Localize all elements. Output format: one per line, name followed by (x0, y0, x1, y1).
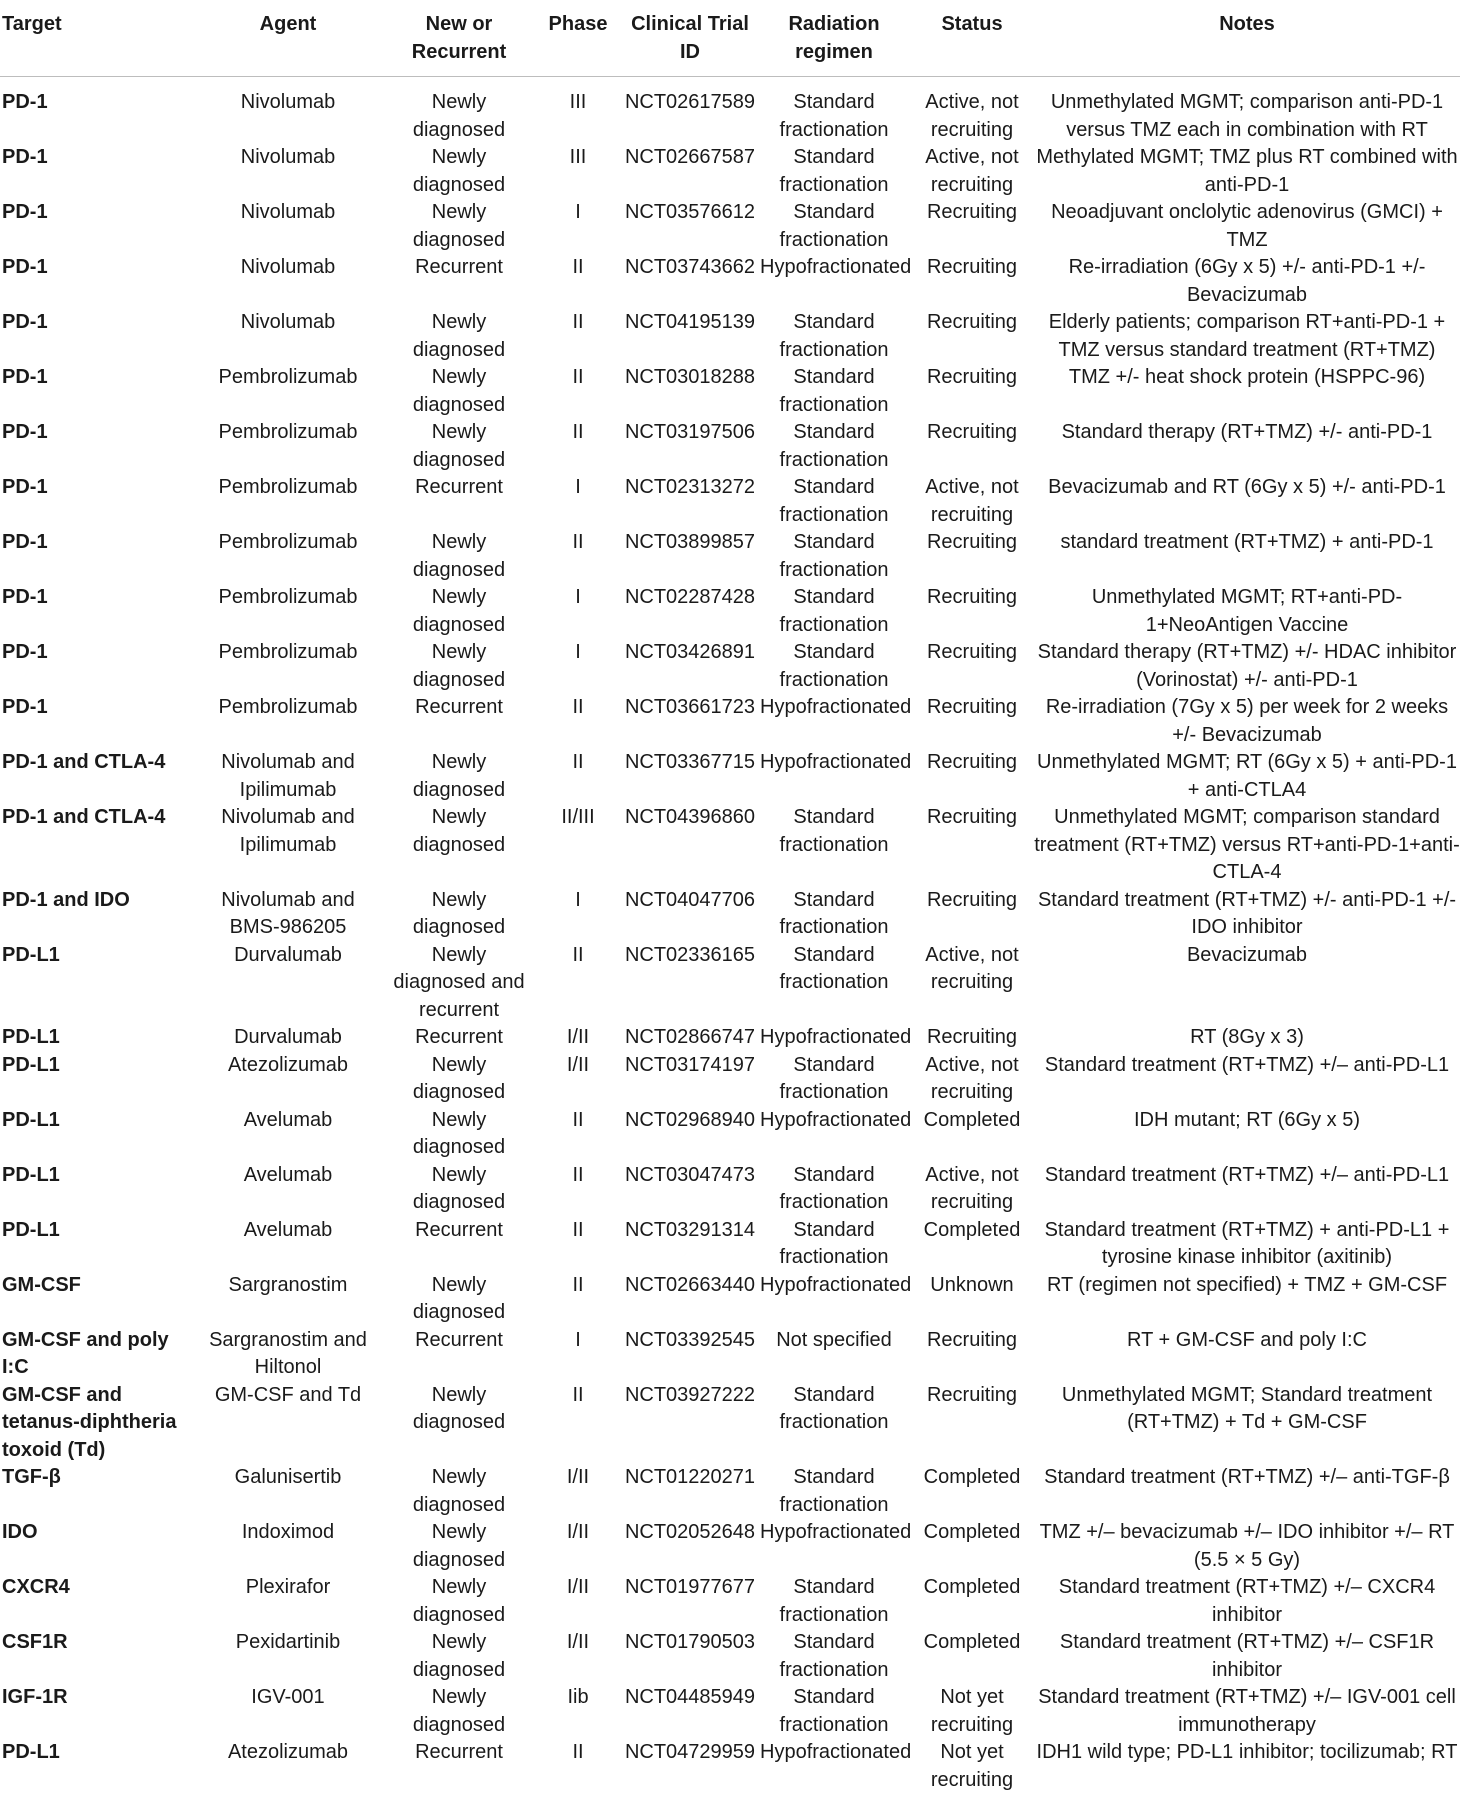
cell-phase: I/II (534, 1629, 622, 1684)
cell-notes: Standard therapy (RT+TMZ) +/- anti-PD-1 (1034, 419, 1460, 474)
cell-target: PD-1 (0, 419, 192, 474)
cell-target: CXCR4 (0, 1574, 192, 1629)
table-row (0, 1327, 1460, 1382)
cell-radiation: Not specified (758, 1327, 910, 1382)
header-target: Target (0, 0, 192, 77)
cell-target: PD-1 (0, 199, 192, 254)
cell-trial-id: NCT04485949 (622, 1684, 758, 1739)
cell-trial-id: NCT02617589 (622, 89, 758, 144)
table-row (0, 1107, 1460, 1162)
table-row (0, 419, 1460, 474)
cell-status: Recruiting (910, 419, 1034, 474)
table-row (0, 1382, 1460, 1465)
cell-trial-id: NCT02336165 (622, 942, 758, 1025)
cell-status: Recruiting (910, 1382, 1034, 1465)
cell-trial-id: NCT03927222 (622, 1382, 758, 1465)
cell-agent: Pembrolizumab (192, 364, 384, 419)
table-row (0, 1464, 1460, 1519)
cell-trial-id: NCT01220271 (622, 1464, 758, 1519)
cell-target: GM-CSF and tetanus-diphtheria toxoid (Td) (0, 1382, 192, 1465)
cell-notes: Standard treatment (RT+TMZ) +/– anti-PD-L1 (1034, 1052, 1460, 1107)
cell-agent: Sargranostim (192, 1272, 384, 1327)
cell-phase: II (534, 1217, 622, 1272)
cell-radiation: Standard fractionation (758, 804, 910, 887)
header-radiation: Radiation regimen (758, 0, 910, 77)
cell-status: Completed (910, 1107, 1034, 1162)
cell-radiation: Hypofractionated (758, 1272, 910, 1327)
cell-radiation: Standard fractionation (758, 1162, 910, 1217)
cell-target: PD-L1 (0, 942, 192, 1025)
table-row (0, 1739, 1460, 1794)
table-row (0, 144, 1460, 199)
header-spacer (0, 77, 1460, 90)
cell-phase: I (534, 474, 622, 529)
cell-phase: II/III (534, 804, 622, 887)
cell-agent: Nivolumab (192, 89, 384, 144)
cell-radiation: Standard fractionation (758, 364, 910, 419)
cell-new-or-recurrent: Newly diagnosed (384, 1382, 534, 1465)
cell-trial-id: NCT02287428 (622, 584, 758, 639)
cell-agent: Plexirafor (192, 1574, 384, 1629)
cell-new-or-recurrent: Newly diagnosed (384, 1107, 534, 1162)
cell-agent: Atezolizumab (192, 1052, 384, 1107)
cell-trial-id: NCT03047473 (622, 1162, 758, 1217)
cell-new-or-recurrent: Recurrent (384, 1217, 534, 1272)
cell-new-or-recurrent: Newly diagnosed (384, 529, 534, 584)
cell-trial-id: NCT03367715 (622, 749, 758, 804)
cell-status: Completed (910, 1217, 1034, 1272)
cell-radiation: Standard fractionation (758, 1684, 910, 1739)
cell-agent: Indoximod (192, 1519, 384, 1574)
cell-new-or-recurrent: Newly diagnosed (384, 887, 534, 942)
cell-trial-id: NCT03174197 (622, 1052, 758, 1107)
cell-notes: Standard treatment (RT+TMZ) +/– CSF1R inhibitor (1034, 1629, 1460, 1684)
cell-notes: Unmethylated MGMT; Standard treatment (RT+TMZ) + Td + GM-CSF (1034, 1382, 1460, 1465)
cell-radiation: Standard fractionation (758, 887, 910, 942)
cell-phase: I (534, 639, 622, 694)
cell-notes: Re-irradiation (7Gy x 5) per week for 2 weeks +/- Bevacizumab (1034, 694, 1460, 749)
header-new-or-recurrent: New or Recurrent (384, 0, 534, 77)
cell-trial-id: NCT02667587 (622, 144, 758, 199)
cell-target: GM-CSF (0, 1272, 192, 1327)
cell-phase: I/II (534, 1024, 622, 1052)
cell-new-or-recurrent: Newly diagnosed (384, 309, 534, 364)
cell-agent: Nivolumab and Ipilimumab (192, 749, 384, 804)
table-row (0, 1519, 1460, 1574)
cell-target: PD-1 (0, 89, 192, 144)
cell-radiation: Hypofractionated (758, 1107, 910, 1162)
cell-trial-id: NCT02968940 (622, 1107, 758, 1162)
cell-phase: II (534, 529, 622, 584)
cell-new-or-recurrent: Newly diagnosed (384, 1272, 534, 1327)
cell-trial-id: NCT03197506 (622, 419, 758, 474)
cell-status: Recruiting (910, 749, 1034, 804)
cell-status: Recruiting (910, 364, 1034, 419)
cell-agent: Nivolumab (192, 254, 384, 309)
cell-radiation: Standard fractionation (758, 1574, 910, 1629)
cell-status: Active, not recruiting (910, 89, 1034, 144)
cell-target: TGF-β (0, 1464, 192, 1519)
cell-notes: Standard treatment (RT+TMZ) +/– anti-TGF-β (1034, 1464, 1460, 1519)
table-row (0, 1052, 1460, 1107)
cell-notes: Standard treatment (RT+TMZ) +/- anti-PD-1 +/- IDO inhibitor (1034, 887, 1460, 942)
cell-agent: Durvalumab (192, 942, 384, 1025)
table-row (0, 1024, 1460, 1052)
cell-target: GM-CSF and poly I:C (0, 1327, 192, 1382)
cell-trial-id: NCT03743662 (622, 254, 758, 309)
table-row (0, 639, 1460, 694)
cell-status: Completed (910, 1519, 1034, 1574)
cell-radiation: Standard fractionation (758, 474, 910, 529)
cell-trial-id: NCT03392545 (622, 1327, 758, 1382)
cell-phase: II (534, 309, 622, 364)
cell-new-or-recurrent: Newly diagnosed (384, 1519, 534, 1574)
cell-new-or-recurrent: Recurrent (384, 694, 534, 749)
cell-radiation: Hypofractionated (758, 1024, 910, 1052)
cell-target: PD-L1 (0, 1107, 192, 1162)
cell-new-or-recurrent: Newly diagnosed (384, 749, 534, 804)
cell-status: Recruiting (910, 529, 1034, 584)
cell-notes: Bevacizumab and RT (6Gy x 5) +/- anti-PD-1 (1034, 474, 1460, 529)
cell-trial-id: NCT02866747 (622, 1024, 758, 1052)
cell-status: Recruiting (910, 1024, 1034, 1052)
table-row (0, 1684, 1460, 1739)
cell-target: PD-1 (0, 309, 192, 364)
cell-new-or-recurrent: Newly diagnosed (384, 1629, 534, 1684)
cell-phase: II (534, 254, 622, 309)
cell-agent: Pembrolizumab (192, 474, 384, 529)
cell-radiation: Standard fractionation (758, 199, 910, 254)
table-row (0, 887, 1460, 942)
cell-new-or-recurrent: Recurrent (384, 1327, 534, 1382)
cell-notes: IDH mutant; RT (6Gy x 5) (1034, 1107, 1460, 1162)
cell-agent: Nivolumab (192, 199, 384, 254)
cell-notes: Re-irradiation (6Gy x 5) +/- anti-PD-1 +/- Bevacizumab (1034, 254, 1460, 309)
cell-status: Recruiting (910, 887, 1034, 942)
cell-trial-id: NCT03426891 (622, 639, 758, 694)
cell-target: IDO (0, 1519, 192, 1574)
cell-phase: III (534, 89, 622, 144)
table-body (0, 77, 1460, 1794)
table-header (0, 0, 1460, 77)
cell-notes: standard treatment (RT+TMZ) + anti-PD-1 (1034, 529, 1460, 584)
cell-new-or-recurrent: Newly diagnosed (384, 364, 534, 419)
cell-target: PD-1 and IDO (0, 887, 192, 942)
cell-target: PD-L1 (0, 1217, 192, 1272)
cell-new-or-recurrent: Newly diagnosed (384, 1574, 534, 1629)
cell-phase: II (534, 364, 622, 419)
table-row (0, 529, 1460, 584)
cell-target: PD-L1 (0, 1052, 192, 1107)
cell-agent: Nivolumab (192, 309, 384, 364)
cell-phase: I/II (534, 1574, 622, 1629)
cell-phase: II (534, 1107, 622, 1162)
cell-trial-id: NCT01977677 (622, 1574, 758, 1629)
cell-notes: Elderly patients; comparison RT+anti-PD-1 + TMZ versus standard treatment (RT+TMZ) (1034, 309, 1460, 364)
table-row (0, 254, 1460, 309)
cell-target: CSF1R (0, 1629, 192, 1684)
cell-radiation: Standard fractionation (758, 1382, 910, 1465)
cell-radiation: Standard fractionation (758, 89, 910, 144)
cell-status: Recruiting (910, 199, 1034, 254)
cell-trial-id: NCT02663440 (622, 1272, 758, 1327)
cell-radiation: Standard fractionation (758, 942, 910, 1025)
table-row (0, 694, 1460, 749)
cell-new-or-recurrent: Newly diagnosed (384, 199, 534, 254)
table-row (0, 89, 1460, 144)
cell-agent: Durvalumab (192, 1024, 384, 1052)
cell-agent: Atezolizumab (192, 1739, 384, 1794)
cell-trial-id: NCT04729959 (622, 1739, 758, 1794)
header-status: Status (910, 0, 1034, 77)
cell-agent: Avelumab (192, 1217, 384, 1272)
cell-radiation: Standard fractionation (758, 419, 910, 474)
cell-notes: Methylated MGMT; TMZ plus RT combined with anti-PD-1 (1034, 144, 1460, 199)
cell-agent: Galunisertib (192, 1464, 384, 1519)
cell-status: Recruiting (910, 254, 1034, 309)
cell-new-or-recurrent: Recurrent (384, 474, 534, 529)
cell-target: PD-1 (0, 254, 192, 309)
header-trial-id: Clinical Trial ID (622, 0, 758, 77)
header-phase: Phase (534, 0, 622, 77)
cell-phase: I/II (534, 1519, 622, 1574)
cell-agent: Pembrolizumab (192, 694, 384, 749)
table-row (0, 199, 1460, 254)
header-agent: Agent (192, 0, 384, 77)
cell-status: Completed (910, 1464, 1034, 1519)
cell-status: Recruiting (910, 1327, 1034, 1382)
cell-target: PD-1 (0, 474, 192, 529)
cell-status: Completed (910, 1629, 1034, 1684)
cell-phase: I (534, 584, 622, 639)
cell-new-or-recurrent: Recurrent (384, 1024, 534, 1052)
cell-status: Unknown (910, 1272, 1034, 1327)
cell-target: PD-1 (0, 529, 192, 584)
cell-trial-id: NCT03018288 (622, 364, 758, 419)
cell-target: PD-L1 (0, 1024, 192, 1052)
cell-agent: Nivolumab (192, 144, 384, 199)
cell-status: Recruiting (910, 309, 1034, 364)
table-row (0, 364, 1460, 419)
table-row (0, 1162, 1460, 1217)
cell-trial-id: NCT03576612 (622, 199, 758, 254)
cell-target: PD-L1 (0, 1162, 192, 1217)
cell-radiation: Hypofractionated (758, 254, 910, 309)
cell-agent: Pembrolizumab (192, 639, 384, 694)
cell-radiation: Standard fractionation (758, 639, 910, 694)
table-row (0, 1574, 1460, 1629)
cell-phase: II (534, 694, 622, 749)
cell-radiation: Standard fractionation (758, 1464, 910, 1519)
cell-phase: III (534, 144, 622, 199)
cell-status: Active, not recruiting (910, 144, 1034, 199)
cell-notes: Unmethylated MGMT; comparison anti-PD-1 versus TMZ each in combination with RT (1034, 89, 1460, 144)
cell-radiation: Hypofractionated (758, 749, 910, 804)
cell-radiation: Hypofractionated (758, 1739, 910, 1794)
cell-notes: Standard therapy (RT+TMZ) +/- HDAC inhibitor (Vorinostat) +/- anti-PD-1 (1034, 639, 1460, 694)
cell-trial-id: NCT03291314 (622, 1217, 758, 1272)
cell-phase: I/II (534, 1464, 622, 1519)
cell-notes: Bevacizumab (1034, 942, 1460, 1025)
cell-target: PD-1 and CTLA-4 (0, 749, 192, 804)
cell-phase: I (534, 1327, 622, 1382)
cell-new-or-recurrent: Newly diagnosed (384, 144, 534, 199)
cell-agent: Pembrolizumab (192, 419, 384, 474)
table-row (0, 942, 1460, 1025)
cell-radiation: Standard fractionation (758, 144, 910, 199)
cell-agent: Pembrolizumab (192, 584, 384, 639)
cell-status: Recruiting (910, 804, 1034, 887)
cell-status: Completed (910, 1574, 1034, 1629)
cell-status: Active, not recruiting (910, 942, 1034, 1025)
cell-notes: IDH1 wild type; PD-L1 inhibitor; tocilizumab; RT (1034, 1739, 1460, 1794)
table-row (0, 804, 1460, 887)
cell-agent: Nivolumab and BMS-986205 (192, 887, 384, 942)
cell-radiation: Standard fractionation (758, 1217, 910, 1272)
cell-new-or-recurrent: Recurrent (384, 1739, 534, 1794)
cell-agent: Pexidartinib (192, 1629, 384, 1684)
cell-notes: RT + GM-CSF and poly I:C (1034, 1327, 1460, 1382)
table-row (0, 309, 1460, 364)
cell-phase: II (534, 1162, 622, 1217)
cell-phase: II (534, 1382, 622, 1465)
cell-radiation: Standard fractionation (758, 1052, 910, 1107)
cell-notes: Standard treatment (RT+TMZ) + anti-PD-L1 + tyrosine kinase inhibitor (axitinib) (1034, 1217, 1460, 1272)
cell-new-or-recurrent: Newly diagnosed (384, 1052, 534, 1107)
cell-phase: Iib (534, 1684, 622, 1739)
cell-new-or-recurrent: Newly diagnosed (384, 1684, 534, 1739)
cell-trial-id: NCT03661723 (622, 694, 758, 749)
cell-agent: IGV-001 (192, 1684, 384, 1739)
cell-notes: Unmethylated MGMT; RT+anti-PD-1+NeoAntigen Vaccine (1034, 584, 1460, 639)
cell-new-or-recurrent: Newly diagnosed (384, 89, 534, 144)
cell-status: Active, not recruiting (910, 474, 1034, 529)
cell-agent: GM-CSF and Td (192, 1382, 384, 1465)
cell-status: Not yet recruiting (910, 1684, 1034, 1739)
cell-phase: II (534, 1739, 622, 1794)
cell-trial-id: NCT03899857 (622, 529, 758, 584)
cell-new-or-recurrent: Newly diagnosed (384, 1464, 534, 1519)
cell-notes: TMZ +/– bevacizumab +/– IDO inhibitor +/– RT (5.5 × 5 Gy) (1034, 1519, 1460, 1574)
cell-phase: II (534, 419, 622, 474)
cell-phase: I (534, 887, 622, 942)
cell-notes: Unmethylated MGMT; comparison standard treatment (RT+TMZ) versus RT+anti-PD-1+anti-CTLA-4 (1034, 804, 1460, 887)
cell-target: PD-1 (0, 694, 192, 749)
cell-notes: Standard treatment (RT+TMZ) +/– anti-PD-L1 (1034, 1162, 1460, 1217)
table-row (0, 584, 1460, 639)
cell-notes: TMZ +/- heat shock protein (HSPPC-96) (1034, 364, 1460, 419)
cell-phase: II (534, 749, 622, 804)
cell-agent: Avelumab (192, 1162, 384, 1217)
cell-notes: Standard treatment (RT+TMZ) +/– CXCR4 inhibitor (1034, 1574, 1460, 1629)
cell-new-or-recurrent: Newly diagnosed and recurrent (384, 942, 534, 1025)
cell-trial-id: NCT04396860 (622, 804, 758, 887)
table-row (0, 1217, 1460, 1272)
cell-new-or-recurrent: Newly diagnosed (384, 639, 534, 694)
cell-radiation: Standard fractionation (758, 584, 910, 639)
cell-target: PD-1 (0, 584, 192, 639)
cell-notes: RT (regimen not specified) + TMZ + GM-CSF (1034, 1272, 1460, 1327)
cell-trial-id: NCT04047706 (622, 887, 758, 942)
table-row (0, 1272, 1460, 1327)
cell-agent: Avelumab (192, 1107, 384, 1162)
cell-trial-id: NCT02313272 (622, 474, 758, 529)
cell-target: IGF-1R (0, 1684, 192, 1739)
cell-target: PD-1 (0, 144, 192, 199)
cell-radiation: Hypofractionated (758, 694, 910, 749)
cell-trial-id: NCT02052648 (622, 1519, 758, 1574)
cell-trial-id: NCT01790503 (622, 1629, 758, 1684)
cell-phase: II (534, 942, 622, 1025)
cell-status: Recruiting (910, 694, 1034, 749)
cell-target: PD-1 and CTLA-4 (0, 804, 192, 887)
cell-notes: Standard treatment (RT+TMZ) +/– IGV-001 cell immunotherapy (1034, 1684, 1460, 1739)
table-row (0, 474, 1460, 529)
cell-notes: Unmethylated MGMT; RT (6Gy x 5) + anti-PD-1 + anti-CTLA4 (1034, 749, 1460, 804)
cell-new-or-recurrent: Newly diagnosed (384, 419, 534, 474)
cell-status: Recruiting (910, 639, 1034, 694)
cell-radiation: Standard fractionation (758, 309, 910, 364)
cell-new-or-recurrent: Recurrent (384, 254, 534, 309)
cell-status: Not yet recruiting (910, 1739, 1034, 1794)
cell-status: Active, not recruiting (910, 1052, 1034, 1107)
cell-phase: I (534, 199, 622, 254)
cell-trial-id: NCT04195139 (622, 309, 758, 364)
cell-new-or-recurrent: Newly diagnosed (384, 1162, 534, 1217)
cell-status: Active, not recruiting (910, 1162, 1034, 1217)
cell-notes: Neoadjuvant onclolytic adenovirus (GMCI) + TMZ (1034, 199, 1460, 254)
cell-radiation: Standard fractionation (758, 1629, 910, 1684)
header-notes: Notes (1034, 0, 1460, 77)
cell-target: PD-1 (0, 639, 192, 694)
cell-agent: Pembrolizumab (192, 529, 384, 584)
cell-target: PD-1 (0, 364, 192, 419)
cell-status: Recruiting (910, 584, 1034, 639)
cell-new-or-recurrent: Newly diagnosed (384, 584, 534, 639)
cell-agent: Nivolumab and Ipilimumab (192, 804, 384, 887)
cell-new-or-recurrent: Newly diagnosed (384, 804, 534, 887)
cell-phase: II (534, 1272, 622, 1327)
table-row (0, 1629, 1460, 1684)
cell-radiation: Hypofractionated (758, 1519, 910, 1574)
cell-target: PD-L1 (0, 1739, 192, 1794)
table-row (0, 749, 1460, 804)
cell-radiation: Standard fractionation (758, 529, 910, 584)
cell-phase: I/II (534, 1052, 622, 1107)
cell-agent: Sargranostim and Hiltonol (192, 1327, 384, 1382)
cell-notes: RT (8Gy x 3) (1034, 1024, 1460, 1052)
